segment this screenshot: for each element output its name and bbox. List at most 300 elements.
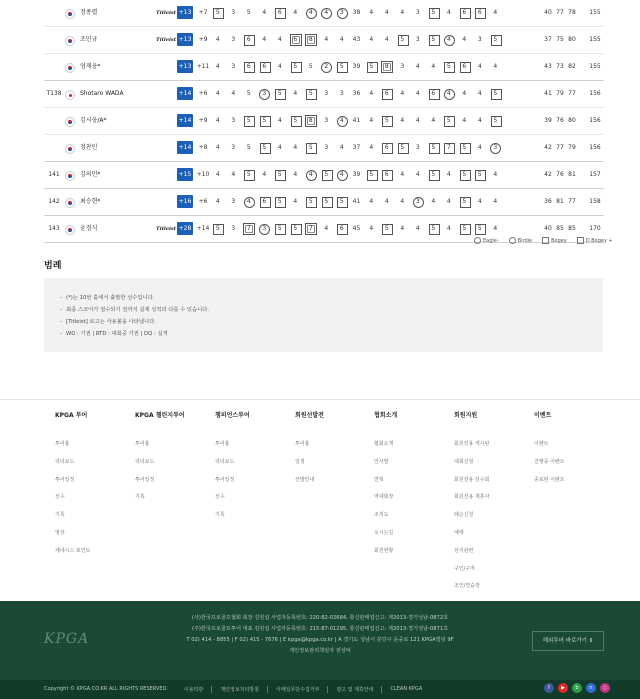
score-value: 5: [246, 144, 251, 151]
score-value: 5: [308, 198, 313, 205]
hole-score: [319, 162, 335, 188]
korea-flag-icon: [65, 144, 75, 154]
score-value: 4: [400, 90, 405, 97]
out-total: [350, 216, 364, 242]
footer-nav-heading[interactable]: KPGA 투어: [55, 412, 88, 419]
instagram-icon[interactable]: ○: [600, 683, 610, 693]
player-name: 정찬민: [80, 144, 98, 151]
score-value: 5: [446, 63, 451, 70]
score-value: 4: [231, 171, 236, 178]
footer-nav-link[interactable]: 리더보드: [135, 458, 155, 465]
player-name: 김의민*: [80, 171, 101, 178]
hole-score: [441, 162, 457, 188]
score-value: 4: [446, 225, 451, 232]
footer-nav-heading[interactable]: KPGA 챌린지투어: [135, 412, 185, 419]
footer-nav-link[interactable]: 투어일정: [215, 476, 235, 483]
score-value: 5: [493, 117, 498, 124]
score-value: 4: [369, 9, 374, 16]
score-value: 37: [352, 144, 361, 151]
hole-score: [410, 135, 426, 161]
score-value: 5: [339, 63, 344, 70]
score-value: 4: [446, 36, 451, 43]
hole-score: [303, 27, 319, 53]
score-value: 5: [462, 171, 467, 178]
score-value: 5: [324, 171, 329, 178]
score-value: 4: [293, 171, 298, 178]
hole-score: [364, 54, 380, 80]
score-value: 6: [262, 198, 267, 205]
score-value: 4: [339, 117, 344, 124]
facebook-icon[interactable]: f: [544, 683, 554, 693]
score-value: 6: [477, 9, 482, 16]
score-value: 6: [293, 36, 298, 43]
hole-score: [241, 189, 257, 215]
footer-nav-link[interactable]: 대회신청: [454, 458, 474, 465]
hole-score: [226, 0, 242, 26]
rank-cell: T138: [46, 90, 62, 97]
hole-score: [395, 162, 411, 188]
footer-nav-link[interactable]: 오시는길: [374, 529, 394, 536]
score-value: 4: [262, 36, 267, 43]
hole-score: [257, 0, 273, 26]
footer-link[interactable]: 이용약관: [184, 687, 204, 693]
score-value: 5: [308, 90, 313, 97]
hole-score: [395, 27, 411, 53]
copyright: Copyright © KPGA.CO.KR ALL RIGHTS RESERVED.: [44, 686, 169, 692]
hole-score: [426, 108, 442, 134]
hole-score: [334, 108, 350, 134]
round-score: 77: [556, 9, 564, 16]
footer-nav-heading[interactable]: 협회소개: [374, 412, 398, 419]
score-value: 4: [477, 198, 482, 205]
score-value: 4: [462, 117, 467, 124]
hole-score: [457, 216, 473, 242]
round-score: 82: [568, 63, 576, 70]
score-value: 4: [400, 225, 405, 232]
score-value: 5: [293, 117, 298, 124]
hole-score: [457, 54, 473, 80]
score-value: 36: [352, 90, 361, 97]
in-total: 41: [544, 90, 552, 97]
legend-marker-icon: [542, 237, 549, 244]
hole-score: [319, 0, 335, 26]
out-total: [350, 162, 364, 188]
hole-score: [472, 189, 488, 215]
hole-score: [241, 27, 257, 53]
round-totals: [542, 0, 578, 26]
score-value: 6: [384, 144, 389, 151]
score-value: 4: [277, 36, 282, 43]
score-value: 4: [369, 144, 374, 151]
round-score: 78: [568, 9, 576, 16]
footer-nav-link[interactable]: 역대회장: [374, 494, 394, 501]
hole-score: [472, 54, 488, 80]
hole-scores: [210, 81, 540, 107]
hole-score: [410, 162, 426, 188]
round-score: 77: [568, 90, 576, 97]
player-name: 최승현*: [80, 198, 101, 205]
footer-nav-link[interactable]: 구인/구직: [454, 565, 476, 572]
table-row[interactable]: [44, 189, 604, 216]
info-line: T 02) 414 - 8855 | F 02) 415 - 7676 | E kpga@kpga.co.kr | A 경기도 성남시 분당구 운중로 121 KPGA빌딩 9F: [186, 637, 454, 643]
round-score: 73: [556, 63, 564, 70]
legend-item: [577, 237, 613, 244]
total-score-badge: +16: [177, 195, 193, 208]
hole-score: [426, 189, 442, 215]
hole-score: [272, 108, 288, 134]
hole-score: [488, 108, 504, 134]
score-value: 6: [462, 9, 467, 16]
today-score: +9: [198, 36, 208, 43]
footer-nav-link[interactable]: 회원전용 선수회: [454, 476, 490, 483]
footer-nav-link[interactable]: 진행중 이벤트: [534, 458, 565, 465]
hole-score: [334, 54, 350, 80]
footer-nav-link[interactable]: 이벤트: [534, 441, 549, 447]
total-score-badge: +14: [177, 141, 193, 154]
footer-nav-link[interactable]: 선수: [55, 494, 65, 501]
footer-nav-link[interactable]: 레슨신청: [454, 512, 474, 519]
japan-flag-icon: [65, 90, 75, 100]
hole-score: [272, 0, 288, 26]
score-value: 3: [339, 9, 344, 16]
footer-nav-link[interactable]: 투어홈: [55, 441, 70, 447]
score-value: 5: [431, 171, 436, 178]
in-total: 39: [544, 117, 552, 124]
table-row[interactable]: [44, 108, 604, 135]
score-value: 3: [339, 90, 344, 97]
score-value: 43: [352, 36, 361, 43]
hole-score: [334, 81, 350, 107]
score-value: 4: [277, 144, 282, 151]
rank-cell: [44, 0, 64, 26]
footer-nav-heading[interactable]: 챔피언스투어: [215, 412, 250, 419]
rank-cell: [44, 108, 64, 134]
score-value: 5: [400, 144, 405, 151]
score-value: 5: [324, 198, 329, 205]
blog-icon[interactable]: b: [572, 683, 582, 693]
hole-score: [319, 27, 335, 53]
footer-nav-link[interactable]: 투어홈: [135, 441, 150, 447]
score-value: 7: [446, 144, 451, 151]
footer-link[interactable]: 광고 및 제휴안내: [327, 686, 381, 693]
hole-score: [441, 189, 457, 215]
score-value: 3: [262, 225, 267, 232]
round-totals: [542, 54, 578, 80]
total-score-badge: +13: [177, 33, 193, 46]
score-value: 4: [324, 225, 329, 232]
in-total: 36: [544, 198, 552, 205]
hole-score: [488, 27, 504, 53]
score-value: 5: [462, 198, 467, 205]
score-value: 4: [339, 36, 344, 43]
korea-flag-icon: [65, 36, 75, 46]
footer-nav-column: [534, 410, 614, 493]
score-value: 4: [384, 36, 389, 43]
ball-brand-logo: Titleist: [156, 10, 177, 16]
note-item: - WD : 기권 | RTD : 대회중 기권 | DQ : 실격: [66, 328, 603, 340]
footer-nav-link[interactable]: 회원전용 게시판: [454, 441, 490, 447]
score-value: 3: [324, 117, 329, 124]
hole-score: [472, 27, 488, 53]
hole-score: [395, 54, 411, 80]
korea-flag-icon: [65, 117, 75, 127]
score-value: 4: [262, 171, 267, 178]
hole-score: [226, 216, 242, 242]
score-value: 5: [262, 144, 267, 151]
score-value: 5: [262, 117, 267, 124]
hole-score: [257, 216, 273, 242]
footer-nav-link[interactable]: 일정: [295, 458, 305, 465]
hole-score: [488, 0, 504, 26]
footer-nav-link[interactable]: 회원현황: [374, 547, 394, 554]
note-item: - (*)는 10번 홀에서 출발한 선수입니다.: [66, 292, 603, 304]
hole-score: [303, 81, 319, 107]
footer-nav-link[interactable]: 인사말: [374, 458, 389, 465]
hole-scores: [210, 27, 540, 53]
round-score: 80: [568, 117, 576, 124]
hole-score: [426, 0, 442, 26]
hole-score: [441, 54, 457, 80]
ball-brand-logo: Titleist: [156, 37, 177, 43]
score-value: 3: [400, 63, 405, 70]
score-value: 4: [446, 9, 451, 16]
in-total: 42: [544, 171, 552, 178]
hole-score: [488, 189, 504, 215]
score-value: 4: [324, 9, 329, 16]
score-value: 5: [431, 225, 436, 232]
round-totals: [542, 81, 578, 107]
table-row[interactable]: [44, 81, 604, 108]
hole-score: [472, 162, 488, 188]
hole-score: [364, 108, 380, 134]
hole-scores: [210, 135, 540, 161]
round-totals: [542, 108, 578, 134]
hole-score: [488, 54, 504, 80]
score-value: 5: [246, 90, 251, 97]
footer-nav-heading[interactable]: 회원지원: [454, 412, 478, 419]
footer-nav-link[interactable]: 기록: [55, 512, 65, 519]
round-score: 75: [556, 36, 564, 43]
round-score: 76: [556, 117, 564, 124]
total-score-badge: +14: [177, 114, 193, 127]
hole-score: [257, 162, 273, 188]
out-total: [350, 81, 364, 107]
table-row[interactable]: [44, 135, 604, 162]
score-value: 4: [215, 198, 220, 205]
score-value: 4: [446, 198, 451, 205]
hole-score: [226, 108, 242, 134]
footer-nav-link[interactable]: 영상: [55, 529, 65, 536]
footer-nav-link[interactable]: 선지관련: [454, 547, 474, 554]
score-value: 4: [400, 117, 405, 124]
score-value: 4: [477, 63, 482, 70]
hole-score: [488, 162, 504, 188]
score-value: 4: [293, 144, 298, 151]
footer-nav-heading[interactable]: 회원선발전: [295, 412, 324, 419]
hole-score: [395, 135, 411, 161]
legend-label: Eagle-: [483, 237, 499, 244]
player-name: 조민규: [80, 36, 98, 43]
hole-score: [441, 0, 457, 26]
score-value: 5: [431, 144, 436, 151]
final-total: 157: [589, 171, 601, 178]
hole-score: [319, 216, 335, 242]
hole-score: [441, 27, 457, 53]
score-value: 5: [277, 90, 282, 97]
hole-score: [241, 162, 257, 188]
footer-nav-heading[interactable]: 이벤트: [534, 412, 552, 419]
naver-icon[interactable]: n: [586, 683, 596, 693]
footer-nav-link[interactable]: 예매: [454, 529, 464, 536]
round-totals: [542, 27, 578, 53]
total-score-badge: +13: [177, 6, 193, 19]
score-value: 4: [493, 63, 498, 70]
korea-flag-icon: [65, 225, 75, 235]
in-total: 43: [544, 63, 552, 70]
score-value: 4: [215, 171, 220, 178]
score-value: 5: [493, 36, 498, 43]
score-value: 4: [493, 225, 498, 232]
score-value: 3: [231, 144, 236, 151]
score-value: 5: [462, 225, 467, 232]
table-row[interactable]: [44, 54, 604, 81]
hole-score: [395, 108, 411, 134]
footer-nav-link[interactable]: 기록: [135, 494, 145, 501]
footer-nav-link[interactable]: 리더보드: [55, 458, 75, 465]
round-totals: [542, 189, 578, 215]
footer-nav-link[interactable]: 선수: [215, 494, 225, 501]
out-total: [350, 108, 364, 134]
round-score: 79: [568, 144, 576, 151]
footer-nav-link[interactable]: 연혁: [374, 476, 384, 483]
hole-score: [210, 216, 226, 242]
hole-score: [272, 189, 288, 215]
hole-score: [272, 216, 288, 242]
out-total: [350, 135, 364, 161]
today-score: +14: [196, 225, 210, 232]
hole-score: [257, 81, 273, 107]
hole-score: [457, 108, 473, 134]
footer-nav-link[interactable]: 투어홈: [295, 441, 310, 447]
score-value: 5: [384, 117, 389, 124]
score-value: 5: [431, 9, 436, 16]
score-value: 4: [462, 90, 467, 97]
table-row[interactable]: [44, 27, 604, 54]
footer-nav-link[interactable]: 리더보드: [215, 458, 235, 465]
footer-link[interactable]: 이메일무단수집거부: [267, 686, 327, 693]
score-value: 6: [262, 63, 267, 70]
score-value: 4: [277, 63, 282, 70]
today-score: +10: [196, 171, 210, 178]
legend-item: [474, 237, 499, 244]
chevron-updown-icon: ⇕: [588, 638, 594, 644]
out-total: [350, 27, 364, 53]
score-value: 4: [415, 90, 420, 97]
hole-score: [241, 0, 257, 26]
score-value: 4: [293, 9, 298, 16]
footer-nav-link[interactable]: 회원전용 제휴사: [454, 494, 490, 501]
score-value: 4: [400, 9, 405, 16]
score-value: 4: [308, 171, 313, 178]
score-legend: [474, 237, 613, 244]
hole-score: [334, 189, 350, 215]
footer-link[interactable]: 개인정보처리방침: [211, 686, 267, 693]
hole-score: [272, 54, 288, 80]
hole-score: [257, 135, 273, 161]
hole-score: [457, 162, 473, 188]
rank-cell: 143: [48, 225, 60, 232]
hole-score: [272, 81, 288, 107]
score-value: 4: [215, 144, 220, 151]
hole-score: [288, 0, 304, 26]
youtube-icon[interactable]: ▶: [558, 683, 568, 693]
hole-score: [472, 0, 488, 26]
footer-nav-link[interactable]: 선발안내: [295, 476, 315, 483]
score-value: 6: [246, 36, 251, 43]
in-total: 40: [544, 9, 552, 16]
hole-score: [364, 189, 380, 215]
hole-score: [410, 189, 426, 215]
score-value: 6: [246, 63, 251, 70]
legend-marker-icon: [577, 237, 584, 244]
leaderboard-table: [44, 0, 604, 243]
score-value: 39: [352, 63, 361, 70]
hole-score: [441, 135, 457, 161]
score-value: 5: [277, 225, 282, 232]
table-row[interactable]: [44, 162, 604, 189]
footer-nav-link[interactable]: 투어홈: [215, 441, 230, 447]
footer-nav-link[interactable]: 종료된 이벤트: [534, 476, 565, 483]
footer-nav-link[interactable]: 투어일정: [135, 476, 155, 483]
hole-score: [364, 27, 380, 53]
table-row[interactable]: [44, 0, 604, 27]
player-name: 정종렬: [80, 9, 98, 16]
footer-bar: [0, 680, 640, 699]
footer-nav-link[interactable]: 조인/연습장: [454, 583, 480, 590]
footer-nav-link[interactable]: 협회소개: [374, 441, 394, 447]
hole-score: [226, 81, 242, 107]
footer-nav-column: [454, 410, 534, 600]
hole-score: [272, 162, 288, 188]
in-total: 40: [544, 225, 552, 232]
legend-marker-icon: [509, 237, 516, 244]
hole-scores: [210, 54, 540, 80]
score-value: 3: [231, 36, 236, 43]
hole-score: [303, 189, 319, 215]
social-links: [544, 683, 610, 693]
hole-score: [257, 189, 273, 215]
hole-score: [426, 81, 442, 107]
footer-nav-link[interactable]: 투어일정: [55, 476, 75, 483]
footer-nav-link[interactable]: 조직도: [374, 512, 389, 519]
hole-score: [319, 81, 335, 107]
total-score-badge: +14: [177, 87, 193, 100]
footer-nav-link[interactable]: 기록: [215, 512, 225, 519]
hole-score: [457, 189, 473, 215]
overseas-tour-select[interactable]: [532, 631, 604, 651]
rank-cell: 141: [48, 171, 60, 178]
score-value: 5: [431, 36, 436, 43]
score-value: 4: [215, 63, 220, 70]
score-value: 4: [431, 117, 436, 124]
score-value: 4: [369, 36, 374, 43]
hole-score: [426, 216, 442, 242]
hole-score: [210, 54, 226, 80]
footer-link[interactable]: CLEAN KPGA: [381, 686, 430, 693]
score-value: 4: [493, 198, 498, 205]
footer-nav-link[interactable]: 제네시스 포인트: [55, 547, 91, 554]
rank-cell: [44, 54, 64, 80]
